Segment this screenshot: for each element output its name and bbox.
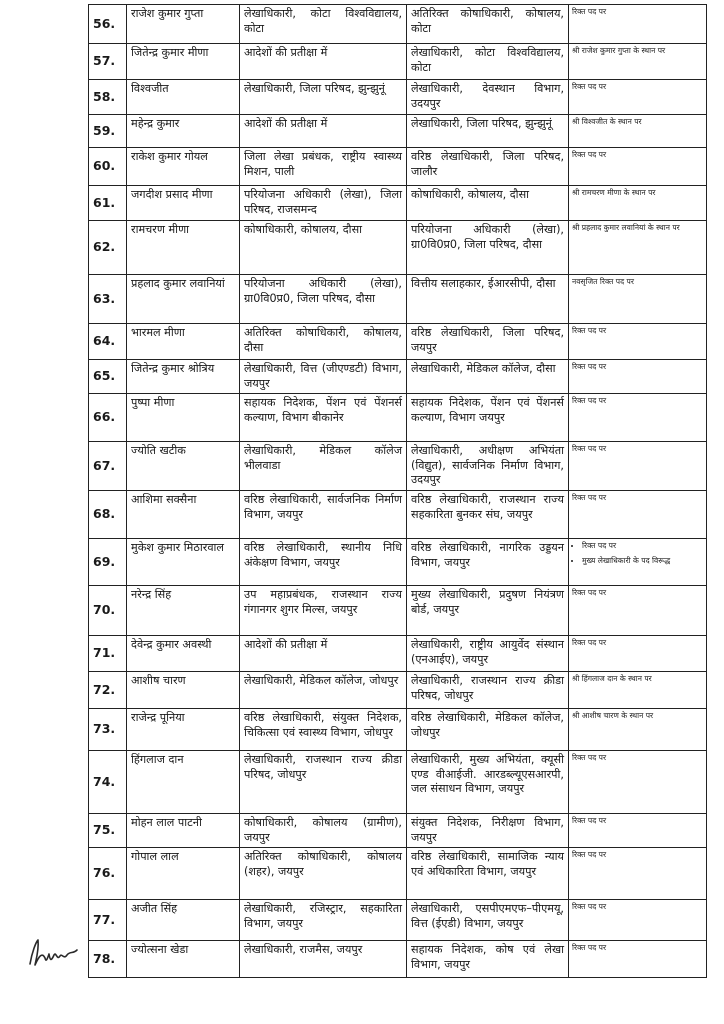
serial-number: 71. <box>89 636 127 672</box>
table-row <box>89 709 707 751</box>
serial-number: 65. <box>89 360 127 394</box>
remark: रिक्त पद पर <box>569 900 707 941</box>
serial-number: 78. <box>89 941 127 978</box>
current-posting: लेखाधिकारी, जिला परिषद, झुन्झुनूं <box>240 80 407 115</box>
officer-name: विश्वजीत <box>127 80 240 115</box>
new-posting: वरिष्ठ लेखाधिकारी, मेडिकल कॉलेज, जोधपुर <box>407 709 569 751</box>
new-posting: लेखाधिकारी, राष्ट्रीय आयुर्वेद संस्थान (एनआईए), जयपुर <box>407 636 569 672</box>
remark: रिक्त पद पर <box>569 814 707 848</box>
serial-number: 58. <box>89 80 127 115</box>
current-posting: लेखाधिकारी, राजमैस, जयपुर <box>240 941 407 978</box>
current-posting: लेखाधिकारी, वित्त (जीएण्डटी) विभाग, जयपुर <box>240 360 407 394</box>
officer-name: मुकेश कुमार मिठारवाल <box>127 539 240 586</box>
current-posting: कोषाधिकारी, कोषालय, दौसा <box>240 221 407 275</box>
remark-list-item: • मुख्य लेखाधिकारी के पद विरूद्ध <box>582 556 703 566</box>
officer-name: ज्योत्सना खेडा <box>127 941 240 978</box>
new-posting: लेखाधिकारी, अधीक्षण अभियंता (विद्युत), सार्वजनिक निर्माण विभाग, उदयपुर <box>407 442 569 491</box>
current-posting: आदेशों की प्रतीक्षा में <box>240 115 407 148</box>
serial-number: 63. <box>89 275 127 324</box>
table-row <box>89 275 707 324</box>
remark: रिक्त पद पर <box>569 360 707 394</box>
serial-number: 66. <box>89 394 127 442</box>
remark: रिक्त पद पर <box>569 848 707 900</box>
current-posting: परियोजना अधिकारी (लेखा), ग्रा0वि0प्र0, जिला परिषद, दौसा <box>240 275 407 324</box>
officer-name: राजेन्द्र पूनिया <box>127 709 240 751</box>
remark: श्री विश्वजीत के स्थान पर <box>569 115 707 148</box>
remark: रिक्त पद पर <box>569 751 707 814</box>
new-posting: वरिष्ठ लेखाधिकारी, जिला परिषद, जयपुर <box>407 324 569 360</box>
table-row <box>89 394 707 442</box>
new-posting: वरिष्ठ लेखाधिकारी, राजस्थान राज्य सहकारिता बुनकर संघ, जयपुर <box>407 491 569 539</box>
serial-number: 59. <box>89 115 127 148</box>
current-posting: लेखाधिकारी, मेडिकल कॉलेज, जोधपुर <box>240 672 407 709</box>
table-row <box>89 360 707 394</box>
remark: रिक्त पद पर <box>569 394 707 442</box>
remark <box>569 539 707 586</box>
table-row <box>89 186 707 221</box>
table-row <box>89 539 707 586</box>
officer-name: हिंगलाज दान <box>127 751 240 814</box>
officer-name: अजीत सिंह <box>127 900 240 941</box>
current-posting: उप महाप्रबंधक, राजस्थान राज्य गंगानगर शुगर मिल्स, जयपुर <box>240 586 407 636</box>
table-row <box>89 900 707 941</box>
serial-number: 68. <box>89 491 127 539</box>
serial-number: 57. <box>89 44 127 80</box>
table-row <box>89 5 707 44</box>
transfer-order-sheet <box>88 4 706 978</box>
new-posting: लेखाधिकारी, एसपीएमएफ–पीएमयू, वित्त (ईएडी) विभाग, जयपुर <box>407 900 569 941</box>
transfer-table-body <box>89 5 707 978</box>
new-posting: वित्तीय सलाहकार, ईआरसीपी, दौसा <box>407 275 569 324</box>
serial-number: 61. <box>89 186 127 221</box>
officer-name: राजेश कुमार गुप्ता <box>127 5 240 44</box>
table-row <box>89 442 707 491</box>
table-row <box>89 44 707 80</box>
serial-number: 73. <box>89 709 127 751</box>
officer-name: रामचरण मीणा <box>127 221 240 275</box>
new-posting: लेखाधिकारी, देवस्थान विभाग, उदयपुर <box>407 80 569 115</box>
remark: श्री हिंगलाज दान के स्थान पर <box>569 672 707 709</box>
remark: रिक्त पद पर <box>569 636 707 672</box>
officer-name: भारमल मीणा <box>127 324 240 360</box>
current-posting: लेखाधिकारी, राजस्थान राज्य क्रीडा परिषद, जोधपुर <box>240 751 407 814</box>
current-posting: लेखाधिकारी, कोटा विश्वविद्यालय, कोटा <box>240 5 407 44</box>
table-row <box>89 672 707 709</box>
remark: रिक्त पद पर <box>569 586 707 636</box>
serial-number: 77. <box>89 900 127 941</box>
officer-name: ज्योति खटीक <box>127 442 240 491</box>
remark: रिक्त पद पर <box>569 148 707 186</box>
current-posting: वरिष्ठ लेखाधिकारी, स्थानीय निधि अंकेक्षण विभाग, जयपुर <box>240 539 407 586</box>
table-row <box>89 941 707 978</box>
remark: रिक्त पद पर <box>569 941 707 978</box>
handwritten-signature-icon <box>26 934 80 970</box>
new-posting: अतिरिक्त कोषाधिकारी, कोषालय, कोटा <box>407 5 569 44</box>
new-posting: परियोजना अधिकारी (लेखा), ग्रा0वि0प्र0, जिला परिषद, दौसा <box>407 221 569 275</box>
officer-name: गोपाल लाल <box>127 848 240 900</box>
current-posting: परियोजना अधिकारी (लेखा), जिला परिषद, राजसमन्द <box>240 186 407 221</box>
serial-number: 56. <box>89 5 127 44</box>
table-row <box>89 221 707 275</box>
officer-name: जितेन्द्र कुमार मीणा <box>127 44 240 80</box>
current-posting: आदेशों की प्रतीक्षा में <box>240 636 407 672</box>
new-posting: सहायक निदेशक, पेंशन एवं पेंशनर्स कल्याण, विभाग जयपुर <box>407 394 569 442</box>
new-posting: वरिष्ठ लेखाधिकारी, सामाजिक न्याय एवं अधिकारिता विभाग, जयपुर <box>407 848 569 900</box>
officer-name: प्रहलाद कुमार लवानियां <box>127 275 240 324</box>
officer-name: आशीष चारण <box>127 672 240 709</box>
serial-number: 60. <box>89 148 127 186</box>
remark: श्री प्रहलाद कुमार लवानियां के स्थान पर <box>569 221 707 275</box>
current-posting: लेखाधिकारी, मेडिकल कॉलेज भीलवाडा <box>240 442 407 491</box>
serial-number: 62. <box>89 221 127 275</box>
remark: नवसृजित रिक्त पद पर <box>569 275 707 324</box>
new-posting: लेखाधिकारी, मेडिकल कॉलेज, दौसा <box>407 360 569 394</box>
new-posting: मुख्य लेखाधिकारी, प्रदुषण नियंत्रण बोर्ड, जयपुर <box>407 586 569 636</box>
serial-number: 67. <box>89 442 127 491</box>
table-row <box>89 636 707 672</box>
serial-number: 74. <box>89 751 127 814</box>
current-posting: वरिष्ठ लेखाधिकारी, संयुक्त निदेशक, चिकित्सा एवं स्वास्थ्य विभाग, जोधपुर <box>240 709 407 751</box>
table-row <box>89 324 707 360</box>
remark: रिक्त पद पर <box>569 80 707 115</box>
new-posting: लेखाधिकारी, मुख्य अभियंता, क्यूसी एण्ड वीआईजी. आरडब्ल्यूएसआरपी, जल संसाधन विभाग, जयपुर <box>407 751 569 814</box>
table-row <box>89 115 707 148</box>
officer-name: देवेन्द्र कुमार अवस्थी <box>127 636 240 672</box>
table-row <box>89 586 707 636</box>
table-row <box>89 814 707 848</box>
new-posting: संयुक्त निदेशक, निरीक्षण विभाग, जयपुर <box>407 814 569 848</box>
table-row <box>89 148 707 186</box>
officer-name: पुष्पा मीणा <box>127 394 240 442</box>
current-posting: आदेशों की प्रतीक्षा में <box>240 44 407 80</box>
current-posting: सहायक निदेशक, पेंशन एवं पेंशनर्स कल्याण, विभाग बीकानेर <box>240 394 407 442</box>
table-row <box>89 80 707 115</box>
new-posting: कोषाधिकारी, कोषालय, दौसा <box>407 186 569 221</box>
current-posting: वरिष्ठ लेखाधिकारी, सार्वजनिक निर्माण विभाग, जयपुर <box>240 491 407 539</box>
remark: श्री आशीष चारण के स्थान पर <box>569 709 707 751</box>
serial-number: 76. <box>89 848 127 900</box>
remark: रिक्त पद पर <box>569 491 707 539</box>
current-posting: कोषाधिकारी, कोषालय (ग्रामीण), जयपुर <box>240 814 407 848</box>
new-posting: लेखाधिकारी, जिला परिषद, झुन्झुनूं <box>407 115 569 148</box>
officer-name: राकेश कुमार गोयल <box>127 148 240 186</box>
serial-number: 69. <box>89 539 127 586</box>
new-posting: लेखाधिकारी, कोटा विश्वविद्यालय, कोटा <box>407 44 569 80</box>
serial-number: 75. <box>89 814 127 848</box>
new-posting: लेखाधिकारी, राजस्थान राज्य क्रीडा परिषद, जोधपुर <box>407 672 569 709</box>
officer-name: आशिमा सक्सैना <box>127 491 240 539</box>
new-posting: सहायक निदेशक, कोष एवं लेखा विभाग, जयपुर <box>407 941 569 978</box>
officer-name: जगदीश प्रसाद मीणा <box>127 186 240 221</box>
table-row <box>89 848 707 900</box>
serial-number: 72. <box>89 672 127 709</box>
officer-name: जितेन्द्र कुमार श्रोत्रिय <box>127 360 240 394</box>
remark: रिक्त पद पर <box>569 5 707 44</box>
remark: श्री रामचरण मीणा के स्थान पर <box>569 186 707 221</box>
table-row <box>89 491 707 539</box>
transfer-table <box>88 4 707 978</box>
remark-list <box>572 541 703 566</box>
current-posting: जिला लेखा प्रबंधक, राष्ट्रीय स्वास्थ्य मिशन, पाली <box>240 148 407 186</box>
current-posting: अतिरिक्त कोषाधिकारी, कोषालय, दौसा <box>240 324 407 360</box>
new-posting: वरिष्ठ लेखाधिकारी, जिला परिषद, जालौर <box>407 148 569 186</box>
remark: श्री राजेश कुमार गुप्ता के स्थान पर <box>569 44 707 80</box>
remark: रिक्त पद पर <box>569 324 707 360</box>
officer-name: महेन्द्र कुमार <box>127 115 240 148</box>
remark-list-item: • रिक्त पद पर <box>582 541 703 551</box>
new-posting: वरिष्ठ लेखाधिकारी, नागरिक उड्डयन विभाग, जयपुर <box>407 539 569 586</box>
serial-number: 70. <box>89 586 127 636</box>
serial-number: 64. <box>89 324 127 360</box>
current-posting: अतिरिक्त कोषाधिकारी, कोषालय (शहर), जयपुर <box>240 848 407 900</box>
officer-name: नरेन्द्र सिंह <box>127 586 240 636</box>
remark: रिक्त पद पर <box>569 442 707 491</box>
current-posting: लेखाधिकारी, रजिस्ट्रार, सहकारिता विभाग, जयपुर <box>240 900 407 941</box>
officer-name: मोहन लाल पाटनी <box>127 814 240 848</box>
table-row <box>89 751 707 814</box>
